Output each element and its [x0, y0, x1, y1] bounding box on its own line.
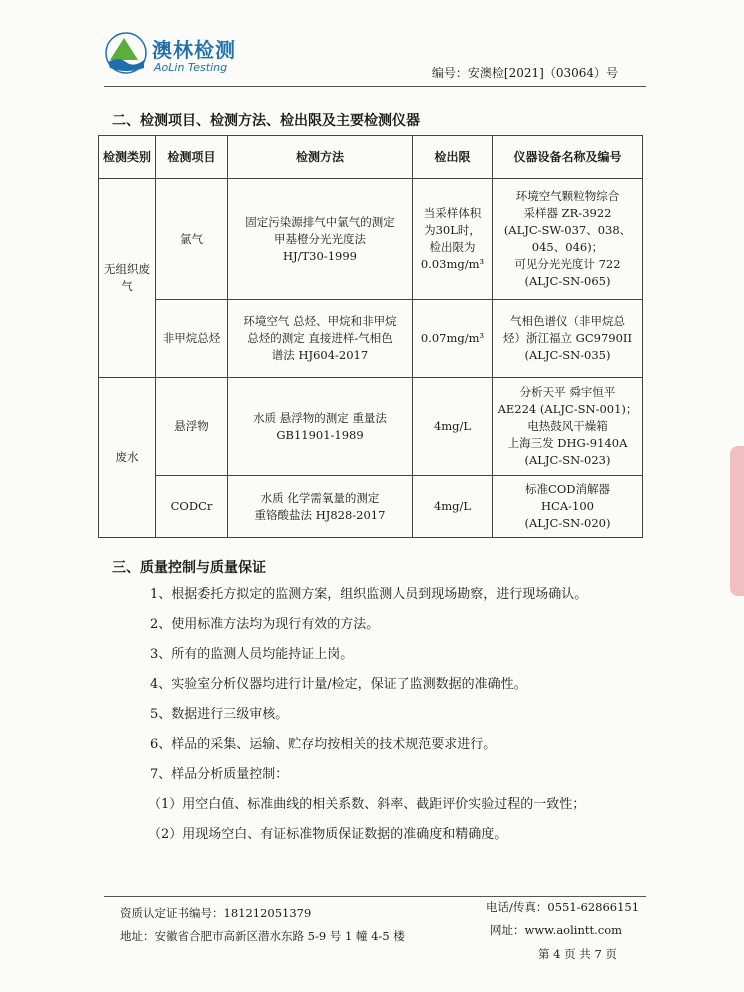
item-cell: 非甲烷总烃 — [156, 300, 228, 378]
section-2-title: 二、检测项目、检测方法、检出限及主要检测仪器 — [112, 113, 420, 129]
method-line: GB11901-1989 — [276, 427, 364, 442]
instrument-line: 045、046)； — [531, 240, 604, 254]
instrument-line: 烃）浙江福立 GC9790II — [503, 331, 632, 345]
limit-cell: 4mg/L — [413, 378, 493, 476]
instrument-line: AE224 (ALJC-SN-001)； — [497, 402, 638, 416]
method-line: 固定污染源排气中氯气的测定 — [245, 214, 395, 229]
limit-line: 0.03mg/m³ — [420, 257, 485, 271]
instrument-line: (ALJC-SN-023) — [524, 453, 611, 467]
company-name-en: AoLin Testing — [154, 61, 228, 74]
method-line: 环境空气 总烃、甲烷和非甲烷 — [243, 314, 397, 328]
table-row — [99, 476, 643, 538]
instrument-line: 环境空气颗粒物综合 — [515, 189, 620, 203]
certificate-number: 资质认定证书编号：181212051379 — [120, 906, 312, 920]
method-line: 重铬酸盐法 HJ828-2017 — [254, 507, 386, 522]
header-divider — [104, 86, 646, 87]
instrument-line: 电热鼓风干燥箱 — [527, 419, 608, 433]
footer-divider — [104, 896, 646, 897]
page-number: 第 4 页 共 7 页 — [538, 947, 617, 961]
method-cell — [228, 179, 413, 300]
list-item: 6、样品的采集、运输、贮存均按相关的技术规范要求进行。 — [150, 737, 497, 752]
category-cell: 废水 — [99, 378, 156, 538]
instrument-line: (ALJC-SN-020) — [524, 516, 611, 530]
table-row — [99, 300, 643, 378]
col-header: 检出限 — [413, 136, 493, 179]
company-logo — [104, 30, 254, 80]
seal-stamp-icon — [730, 446, 744, 596]
phone-fax: 电话/传真：0551-62866151 — [486, 900, 640, 914]
logo-mark-icon — [104, 30, 148, 76]
method-cell — [228, 300, 413, 378]
col-header: 检测方法 — [228, 136, 413, 179]
website: 网址：www.aolintt.com — [490, 923, 623, 937]
instrument-line: 标准COD消解器 — [525, 482, 610, 496]
instrument-line: 气相色谱仪（非甲烷总 — [510, 314, 625, 328]
list-item: 3、所有的监测人员均能持证上岗。 — [150, 647, 354, 662]
company-name: 澳林检测 — [152, 38, 236, 62]
list-item: 5、数据进行三级审核。 — [150, 707, 289, 722]
limit-cell: 0.07mg/m³ — [413, 300, 493, 378]
limit-cell: 4mg/L — [413, 476, 493, 538]
list-item: 2、使用标准方法均为现行有效的方法。 — [150, 617, 380, 632]
table-header-row — [99, 136, 643, 179]
list-item: 7、样品分析质量控制： — [150, 767, 289, 782]
instrument-line: 上海三发 DHG-9140A — [507, 436, 628, 450]
instrument-line: 采样器 ZR-3922 — [523, 206, 612, 220]
limit-line: 为30L时， — [424, 223, 481, 237]
instrument-line: (ALJC-SN-035) — [524, 348, 611, 362]
instrument-line: 可见分光光度计 722 — [514, 257, 621, 271]
limit-cell — [413, 179, 493, 300]
method-cell — [228, 476, 413, 538]
col-header: 仪器设备名称及编号 — [493, 136, 643, 179]
table-row — [99, 179, 643, 300]
table-row — [99, 378, 643, 476]
report-number: 编号：安澳检[2021]（03064）号 — [431, 66, 618, 80]
list-item: （2）用现场空白、有证标准物质保证数据的准确度和精确度。 — [148, 827, 508, 842]
section-3-title: 三、质量控制与质量保证 — [112, 560, 266, 576]
list-item: 4、实验室分析仪器均进行计量/检定，保证了监测数据的准确性。 — [150, 677, 527, 692]
quality-control-list — [150, 580, 587, 850]
instrument-line: (ALJC-SN-065) — [524, 274, 611, 288]
method-line: HJ/T30-1999 — [283, 248, 357, 263]
limit-line: 当采样体积 — [423, 206, 482, 220]
limit-line: 检出限为 — [429, 240, 476, 254]
list-item: 1、根据委托方拟定的监测方案，组织监测人员到现场勘察，进行现场确认。 — [150, 587, 588, 602]
method-line: 总烃的测定 直接进样-气相色 — [247, 331, 393, 345]
instrument-cell — [493, 179, 643, 300]
item-cell: 氯气 — [156, 179, 228, 300]
method-cell — [228, 378, 413, 476]
method-line: 甲基橙分光光度法 — [274, 231, 366, 246]
instrument-line: HCA-100 — [541, 499, 594, 513]
list-item: （1）用空白值、标准曲线的相关系数、斜率、截距评价实验过程的一致性； — [148, 797, 586, 812]
item-cell: CODCr — [156, 476, 228, 538]
category-cell: 无组织废气 — [99, 179, 156, 378]
method-line: 水质 悬浮物的测定 重量法 — [253, 410, 387, 425]
instrument-cell — [493, 476, 643, 538]
method-line: 水质 化学需氧量的测定 — [260, 490, 380, 505]
col-header: 检测项目 — [156, 136, 228, 179]
instrument-line: (ALJC-SW-037、038、 — [503, 223, 632, 237]
method-line: 谱法 HJ604-2017 — [271, 348, 369, 362]
item-cell: 悬浮物 — [156, 378, 228, 476]
instrument-line: 分析天平 舜宇恒平 — [519, 385, 616, 399]
col-header: 检测类别 — [99, 136, 156, 179]
instrument-cell — [493, 300, 643, 378]
address: 地址：安徽省合肥市高新区潜水东路 5-9 号 1 幢 4-5 楼 — [120, 929, 405, 943]
detection-table — [98, 135, 643, 538]
instrument-cell — [493, 378, 643, 476]
